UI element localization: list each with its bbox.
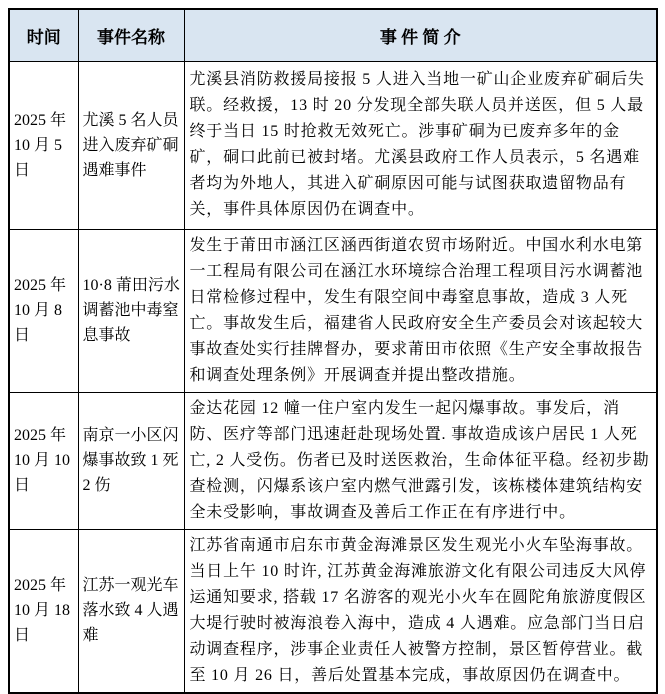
event-summary: 发生于莆田市涵江区涵西街道农贸市场附近。中国水利水电第一工程局有限公司在涵江水环境综合治理工程项目污水调蓄池日常检修过程中，发生有限空间中毒窒息事故，造成 3 人死亡。事故发生后，福建省人民政府安全生产委员会对该起较大事故查处实行挂牌督办，要求莆田市依照《生产安全事故报告和调查处理条例》开展调查并提出整改措施。 [184,229,657,392]
event-time: 2025 年 10 月 10 日 [9,392,78,529]
event-summary: 江苏省南通市启东市黄金海滩景区发生观光小火车坠海事故。当日上午 10 时许, 江苏黄金海滩旅游文化有限公司违反大风停运通知要求, 搭载 17 名游客的观光小火车在圆陀角旅游度假区大堤行驶时被海浪卷入海中，造成 4 人遇难。应急部门当日启动调查程序，涉事企业责任人被警方控制，景区暂停营业。截至 10 月 26 日，善后处置基本完成，事故原因仍在调查中。 [184,529,657,693]
event-name: 江苏一观光车落水致 4 人遇难 [78,529,184,693]
table-row [9,529,657,693]
events-table [8,8,658,694]
event-name: 尤溪 5 名人员进入废弃矿硐遇难事件 [78,61,184,229]
table-row [9,61,657,229]
table-row [9,392,657,529]
event-time: 2025 年 10 月 18 日 [9,529,78,693]
event-name: 10·8 莆田污水调蓄池中毒窒息事故 [78,229,184,392]
event-summary: 金达花园 12 幢一住户室内发生一起闪爆事故。事发后，消防、医疗等部门迅速赶赴现场处置. 事故造成该户居民 1 人死亡, 2 人受伤。伤者已及时送医救治，生命体征平稳。经初步勘查检测，闪爆系该户室内燃气泄露引发，该栋楼体建筑结构安全未受影响，事故调查及善后工作正在有序进行中。 [184,392,657,529]
event-time: 2025 年 10 月 5 日 [9,61,78,229]
table-row [9,229,657,392]
col-header-event-summary: 事 件 简 介 [184,9,657,61]
event-summary: 尤溪县消防救援局接报 5 人进入当地一矿山企业废弃矿硐后失联。经救援，13 时 20 分发现全部失联人员并送医，但 5 人最终于当日 15 时抢救无效死亡。涉事矿硐为已废弃多年的金矿，硐口此前已被封堵。尤溪县政府工作人员表示，5 名遇难者均为外地人，其进入矿硐原因可能与试图获取遗留物品有关，事件具体原因仍在调查中。 [184,61,657,229]
col-header-time: 时间 [9,9,78,61]
col-header-event-name: 事件名称 [78,9,184,61]
event-time: 2025 年 10 月 8 日 [9,229,78,392]
header-row [9,9,657,61]
event-name: 南京一小区闪爆事故致 1 死 2 伤 [78,392,184,529]
